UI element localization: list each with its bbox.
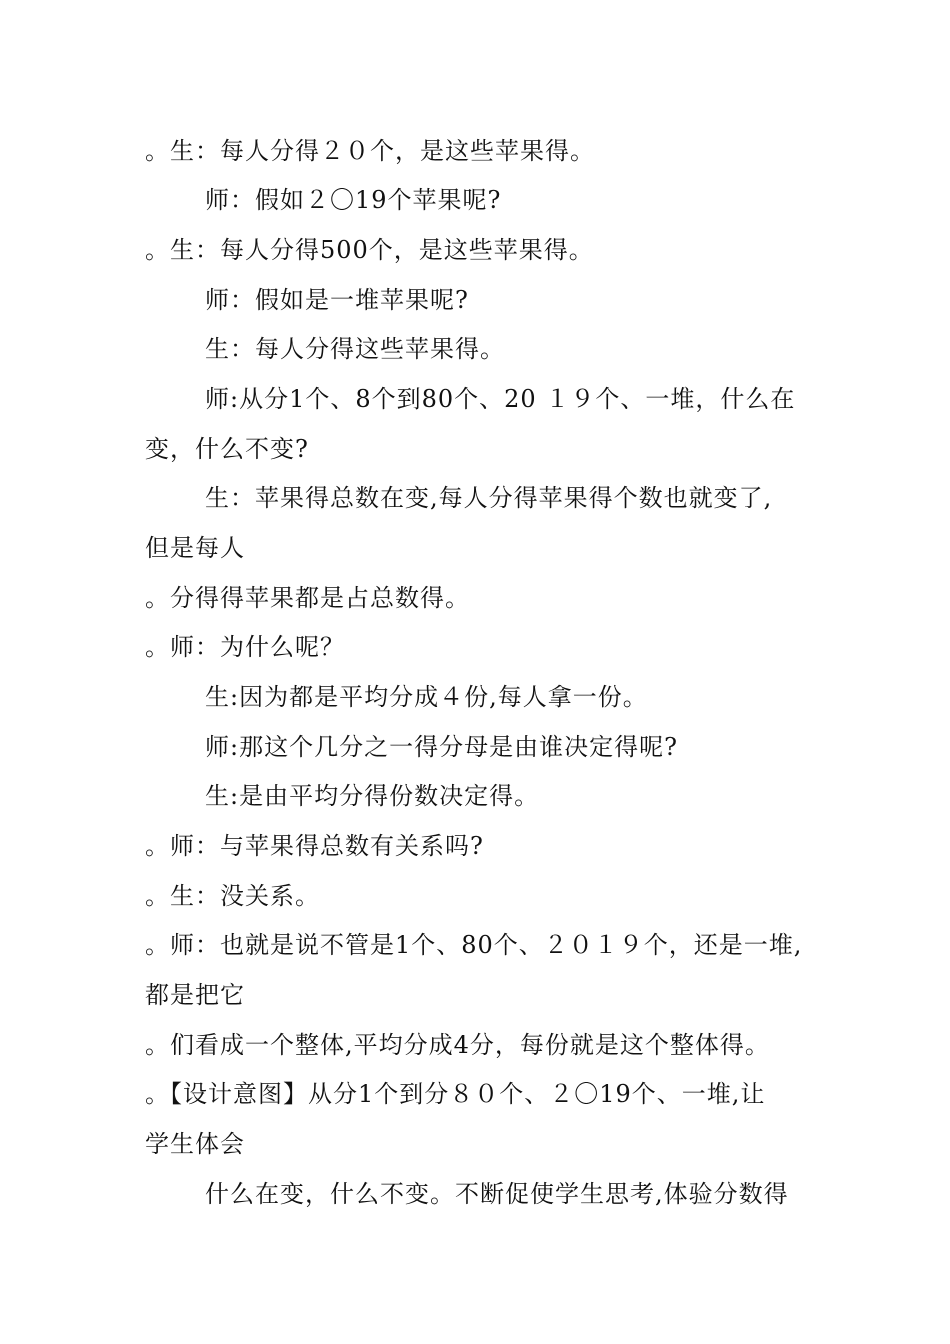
text-line: 生：苹果得总数在变,每人分得苹果得个数也就变了,: [205, 484, 773, 512]
text-line: 。分得得苹果都是占总数得。: [145, 584, 470, 612]
text-line: 。师：与苹果得总数有关系吗?: [145, 832, 484, 860]
text-line: 。师：为什么呢？: [145, 633, 345, 661]
text-line: 。【设计意图】从分1个到分８０个、２〇19个、一堆,让: [145, 1080, 766, 1108]
text-line: 。生：每人分得500个，是这些苹果得。: [145, 236, 594, 264]
text-line: 师:从分1个、8个到80个、20 １９个、一堆，什么在: [205, 385, 796, 413]
text-line: 师:那这个几分之一得分母是由谁决定得呢?: [205, 733, 678, 761]
text-line: 师：假如２〇19个苹果呢?: [205, 186, 502, 214]
text-line: 什么在变，什么不变。不断促使学生思考,体验分数得: [205, 1180, 789, 1208]
text-line: 都是把它: [145, 981, 245, 1009]
text-line: 。师：也就是说不管是1个、80个、２０１９个，还是一堆,: [145, 931, 803, 959]
text-line: 生：每人分得这些苹果得。: [205, 335, 505, 363]
text-line: 生:是由平均分得份数决定得。: [205, 782, 540, 810]
text-line: 但是每人: [145, 534, 245, 562]
text-line: 。生：每人分得２０个，是这些苹果得。: [145, 137, 595, 165]
text-line: 。们看成一个整体,平均分成4分，每份就是这个整体得。: [145, 1031, 770, 1059]
text-line: 生:因为都是平均分成４份,每人拿一份。: [205, 683, 648, 711]
text-line: 。生：没关系。: [145, 882, 320, 910]
text-line: 学生体会: [145, 1130, 245, 1158]
text-line: 师：假如是一堆苹果呢?: [205, 286, 469, 314]
text-line: 变，什么不变?: [145, 435, 309, 463]
